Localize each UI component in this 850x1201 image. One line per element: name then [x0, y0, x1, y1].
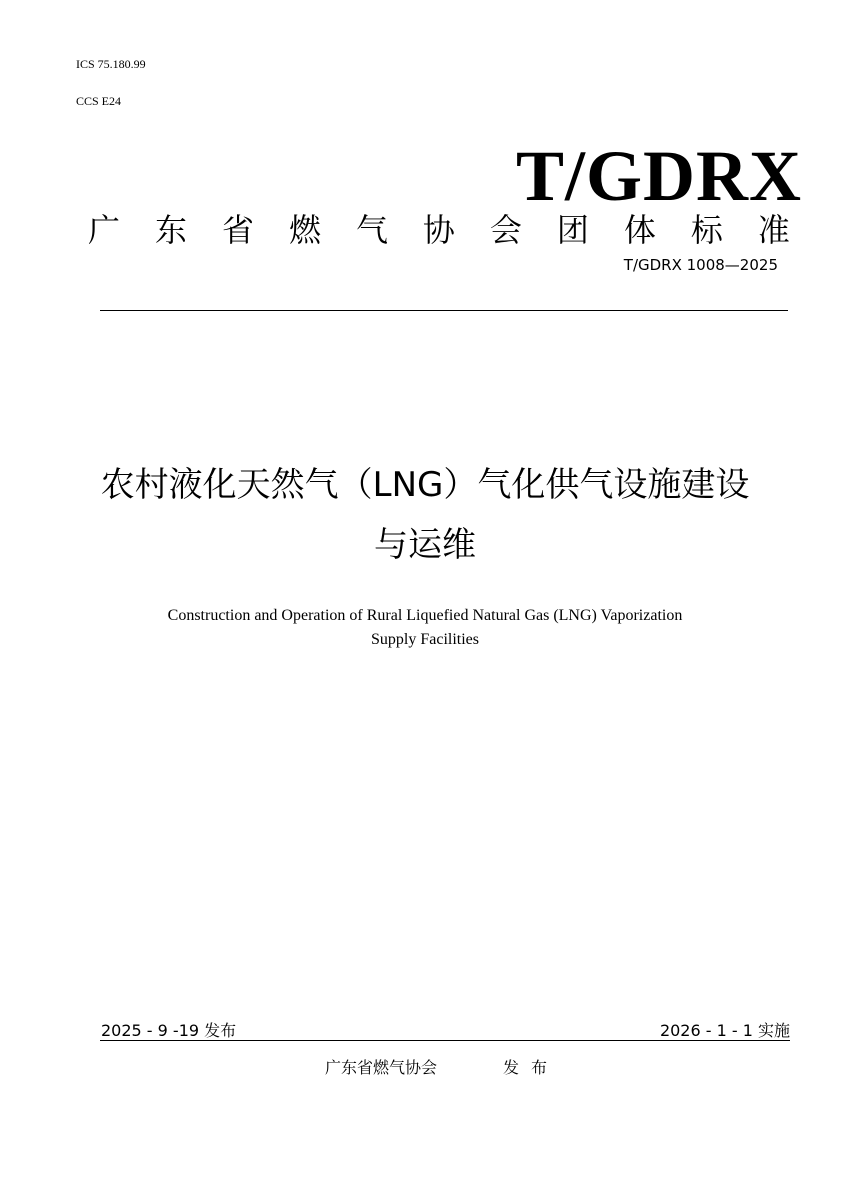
chinese-title-line1: 农村液化天然气（LNG）气化供气设施建设 [100, 465, 750, 505]
chinese-title [60, 455, 790, 575]
standard-number: T/GDRX 1008—2025 [623, 256, 778, 274]
org-title-char: 体 [623, 211, 656, 249]
org-title-char: 气 [355, 211, 388, 249]
implementation-date: 2026 - 1 - 1 实施 [659, 1021, 790, 1040]
publish-label: 发布 [503, 1058, 560, 1077]
org-title-char: 团 [556, 211, 589, 249]
org-title-char: 广 [88, 211, 121, 249]
publisher-name: 广东省燃气协会 [325, 1058, 438, 1077]
header-divider [100, 310, 788, 311]
chinese-title-line2: 与运维 [374, 525, 476, 565]
english-title-line2: Supply Facilities [371, 631, 479, 648]
org-title-char: 标 [690, 211, 723, 249]
org-title-char: 东 [154, 211, 187, 249]
standard-logo: T/GDRX [515, 136, 802, 216]
org-title-char: 协 [422, 211, 455, 249]
org-title-char: 准 [757, 211, 790, 249]
org-title-char: 会 [489, 211, 522, 249]
footer-divider [100, 1040, 790, 1041]
org-title-char: 燃 [288, 211, 321, 249]
english-title-line1: Construction and Operation of Rural Liquefied Natural Gas (LNG) Vaporization [167, 607, 683, 624]
organization-standard-title [88, 210, 790, 250]
issue-date: 2025 - 9 -19 发布 [101, 1021, 237, 1040]
english-title [90, 604, 760, 652]
org-title-char: 省 [221, 211, 254, 249]
ics-code: ICS 75.180.99 [76, 57, 146, 71]
ccs-code: CCS E24 [76, 94, 122, 108]
